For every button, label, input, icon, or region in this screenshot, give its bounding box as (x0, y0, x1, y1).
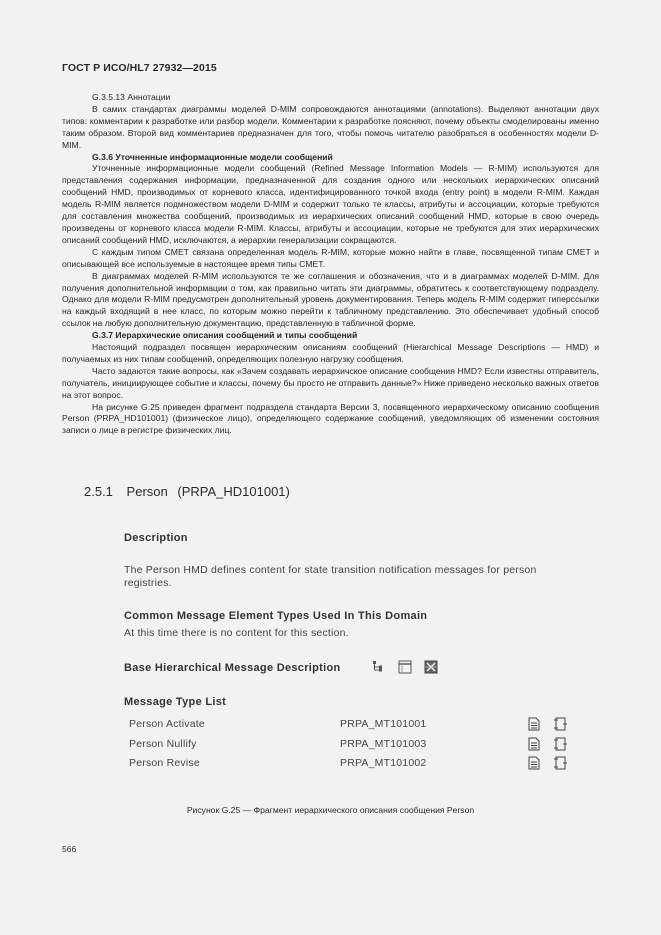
paragraph: На рисунке G.25 приведен фрагмент подраздела стандарта Версии 3, посвященного иерархическому описанию сообщения Person (PRPA_HD101001) (физическое лицо), определяющего содержание сообщений, уведомляющих об изменении состояния записи о лице в регистре физических лиц. (62, 401, 599, 436)
message-type-code: PRPA_MT101001 (340, 718, 427, 730)
message-type-name: Person Activate (129, 718, 205, 730)
common-types-heading: Common Message Element Types Used In This Domain (124, 610, 428, 622)
message-type-list-heading: Message Type List (124, 696, 227, 708)
table-row (126, 736, 586, 756)
schema-icon[interactable] (554, 737, 567, 751)
message-type-code: PRPA_MT101003 (340, 737, 427, 750)
paragraph: Уточненные информационные модели сообщений (Refined Message Information Models — R-MIM) используются для представления содержания информации, предназначенной для создания одного или нескольких иерархических описаний сообщений HMD, производимых от корневого класса, идентифицированного точкой входа (entry point) в модели R-MIM. Каждая модель R-MIM является подмножеством модели D-MIM и содержит только те классы, атрибуты и ассоциации, которые требуются для составления множества сообщений, производимых из иерархических описаний сообщений HMD, которые в свою очередь произведены от корневого класса модели R-MIM. Классы, атрибуты и ассоциации, которые не требуются для этих иерархических описаний сообщений HMD, исключаются, а иерархии генерализации сокращаются. (62, 163, 599, 245)
section-name: Person (126, 484, 168, 499)
message-type-list (126, 716, 586, 775)
document-icon[interactable] (528, 756, 540, 770)
paragraph: В диаграммах моделей R-MIM используются те же соглашения и обозначения, что и в диаграммах моделей D-MIM. Для получения дополнительной информации о том, как правильно читать эти диаграммы, обратитесь к соответствующему подразделу. Однако для модели R-MIM предусмотрен дополнительный уровень документирования. Теперь модель R-MIM содержит гиперссылки на каждый входящий в нее класс, по которым можно перейти к табличному представлению. Это обеспечивает удобный способ ссылок на любую дополнительную документацию, представленную в табличной форме. (62, 270, 599, 329)
schema-icon[interactable] (554, 717, 567, 731)
paragraph: В самих стандартах диаграммы моделей D-MIM сопровождаются аннотациями (annotations). Выделяют аннотации двух типов: комментарии к разработке или разбор модели. Комментарии к разработке поясняют, почему объекты смоделированы именно таким образом. Второй вид комментариев предназначен для того, чтобы помочь читателю разобраться в особенностях модели D-MIM. (62, 103, 599, 150)
subsection-title: G.3.5.13 Аннотации (92, 92, 171, 102)
document-icon[interactable] (528, 717, 540, 731)
document-header: ГОСТ Р ИСО/HL7 27932—2015 (62, 62, 217, 74)
body-text (62, 92, 599, 437)
table-icon[interactable] (398, 660, 412, 674)
tree-icon[interactable] (372, 660, 386, 674)
schema-icon[interactable] (554, 756, 567, 770)
spreadsheet-icon[interactable] (424, 660, 438, 674)
paragraph: Настоящий подраздел посвящен иерархическим описаниям сообщений (Hierarchical Message Descriptions — HMD) и получаемых из них типам сообщений, определяющих полезную нагрузку сообщения. (62, 342, 599, 364)
paragraph: С каждым типом CMET связана определенная модель R-MIM, которые можно найти в главе, посвященной типам CMET и описывающей все используемые в настоящее время типы CMET. (62, 246, 599, 269)
section-heading: G.3.7 Иерархические описания сообщений и типы сообщений (92, 330, 358, 341)
message-type-name: Person Nullify (129, 737, 197, 750)
base-hmd-icons (372, 660, 438, 674)
hmd-section-title (84, 484, 290, 499)
base-hmd-heading: Base Hierarchical Message Description (124, 662, 341, 674)
figure-caption: Рисунок G.25 — Фрагмент иерархического описания сообщения Person (186, 805, 475, 815)
section-heading: G.3.6 Уточненные информационные модели сообщений (92, 151, 333, 162)
description-text: The Person HMD defines content for state transition notification messages for person registries. (124, 564, 537, 589)
paragraph: Часто задаются такие вопросы, как «Зачем создавать иерархичское описание сообщения HMD? Если известны отправитель, получатель, инициирующее событие и классы, почему бы просто не отправить данные?» Ниже приведено несколько важных ответов на этот вопрос. (62, 365, 599, 400)
table-row (126, 755, 586, 775)
page-number: 566 (62, 844, 77, 854)
table-row (126, 716, 586, 736)
message-type-code: PRPA_MT101002 (340, 757, 427, 769)
document-icon[interactable] (528, 737, 540, 751)
message-type-name: Person Revise (129, 757, 200, 769)
description-heading: Description (124, 532, 188, 544)
common-types-text: At this time there is no content for this section. (124, 627, 349, 639)
section-number: 2.5.1 (84, 484, 113, 499)
section-code: (PRPA_HD101001) (177, 484, 290, 499)
